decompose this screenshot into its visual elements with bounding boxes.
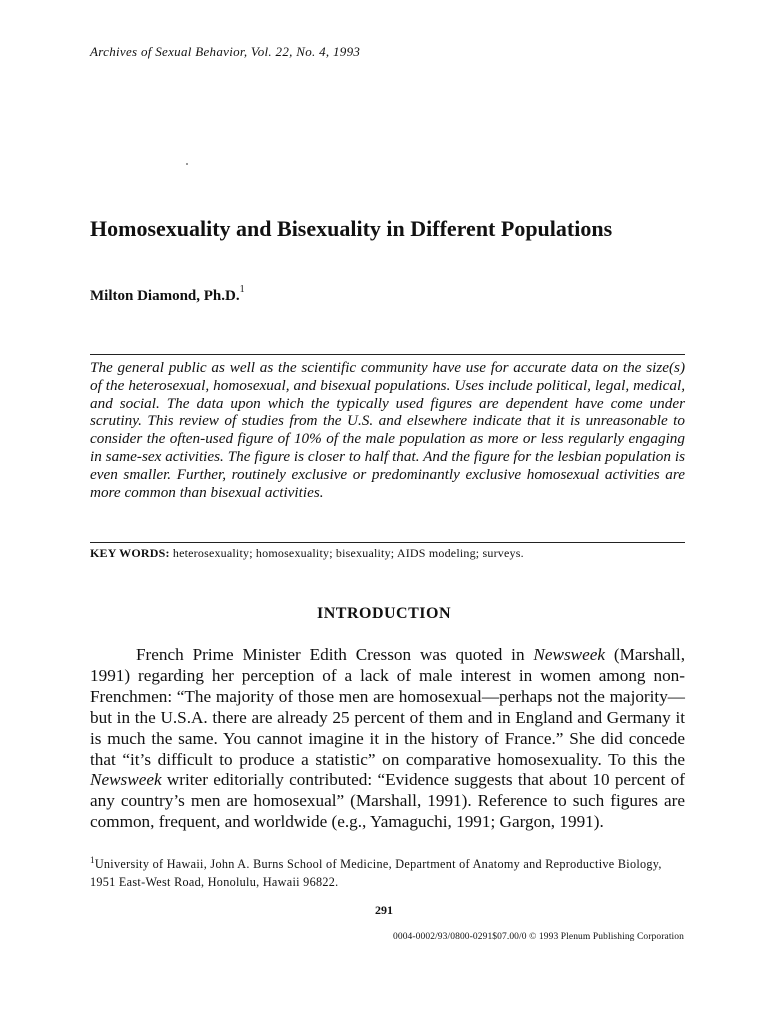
footnote [90,851,690,891]
section-heading-introduction: INTRODUCTION [316,605,451,622]
author-footnote-mark: 1 [239,284,245,295]
keywords-label: KEY WORDS: [90,546,170,560]
article-title: Homosexuality and Bisexuality in Different Populations [90,216,613,241]
author-name: Milton Diamond, Ph.D. [90,288,240,304]
intro-text-1: French Prime Minister Edith Cresson was quoted in [136,645,534,664]
journal-citation: Archives of Sexual Behavior, Vol. 22, No. 4, 1993 [90,44,361,59]
intro-italic-newsweek-1: Newsweek [533,645,606,664]
introduction-paragraph [90,645,685,833]
footnote-text: University of Hawaii, John A. Burns School of Medicine, Department of Anatomy and Reproductive Biology, 1951 East-West Road, Honolulu, Hawaii 96822. [90,857,662,890]
intro-italic-newsweek-2: Newsweek [90,770,162,790]
footnote-mark: 1 [90,855,95,865]
abstract: The general public as well as the scientific community have use for accurate data on the size(s) of the heterosexual, homosexual, and bisexual populations. Uses include political, legal, medical, and social. The data upon which the typically used figures are dependent have come under scrutiny. This review of studies from the U.S. and elsewhere indicate that it is unreasonable to consider the often-used figure of 10% of the male population as more or less regularly engaging in same-sex activities. The figure is closer to half that. And the figure for the lesbian population is even smaller. Further, routinely exclusive or predominantly exclusive homosexual activities are more common than bisexual activities. [90,359,685,501]
scan-speck [186,163,188,165]
copyright-line: 0004-0002/93/0800-0291$07.00/0 © 1993 Plenum Publishing Corporation [393,932,684,942]
page-number: 291 [375,903,393,917]
keywords-terms: heterosexuality; homosexuality; bisexuality; AIDS modeling; surveys. [172,546,524,560]
intro-text-2: (Marshall, 1991) regarding her perception of a lack of male interest in women among non-Frenchmen: “The majority of those men are homosexual—perhaps not the majority—but in the U.S.A. there are already 25 percent of them and in England and Germany it is much the same. You cannot imagine it in the history of France.” She did concede that “it’s difficult to produce a statistic” on comparative homosexuality. To this the [90,645,685,769]
author-line [90,286,245,305]
keywords [90,546,690,561]
intro-text-3: writer editorially contributed: “Evidence suggests that about 10 percent of any country’s men are homosexual” (Marshall, 1991). Reference to such figures are common, frequent, and worldwide (e.g., Yamaguchi, 1991; Gargon, 1991). [90,770,685,832]
abstract-bottom-rule [90,542,685,543]
abstract-top-rule [90,354,685,355]
